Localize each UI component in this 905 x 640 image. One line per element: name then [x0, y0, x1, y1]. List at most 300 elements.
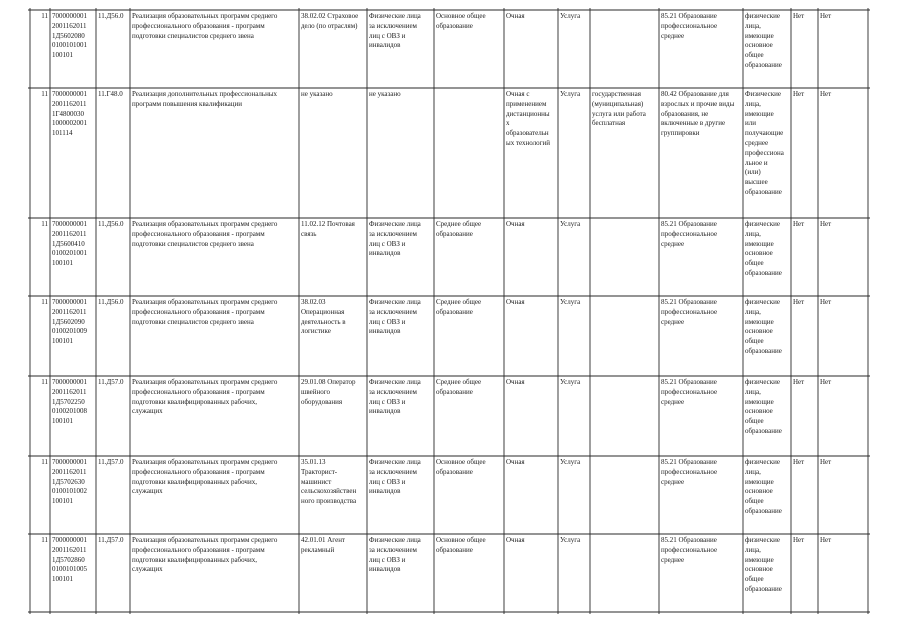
study-form-line: Очная	[506, 12, 525, 20]
register-number-line: 7000000001	[52, 220, 87, 228]
row-number-text: 11	[41, 536, 48, 544]
consumers-line: лиц с ОВЗ и	[369, 317, 406, 326]
recipients-line: имеющие	[745, 317, 774, 326]
study-form-line: применением	[506, 99, 547, 108]
okved-line: профессиональное	[661, 545, 718, 554]
specialty-cell	[301, 378, 365, 454]
okved-line: среднее	[661, 239, 685, 248]
register-number-line: 0100201009	[52, 327, 87, 336]
service-name-line: Реализация образовательных программ среднего	[132, 378, 278, 386]
study-form-cell	[506, 458, 556, 532]
flag-b-text: Нет	[820, 220, 832, 228]
flag-b-cell	[820, 378, 866, 454]
recipients-line: образование	[745, 60, 782, 69]
recipients-line: лица,	[745, 229, 761, 238]
register-number-cell	[52, 536, 94, 610]
recipients-line: профессиона	[745, 148, 784, 157]
service-name-cell	[132, 458, 297, 532]
okved-line: 85.21 Образование	[661, 458, 717, 466]
recipients-line: физические	[745, 12, 780, 20]
okved-line: группировки	[661, 129, 700, 138]
payment-line: государственная	[592, 90, 641, 98]
study-form-line: Очная	[506, 536, 525, 544]
register-number-line: 101114	[52, 129, 73, 138]
study-form-line: Очная	[506, 220, 525, 228]
consumers-line: за исключением	[369, 387, 417, 396]
specialty-cell	[301, 536, 365, 610]
flag-b-text: Нет	[820, 12, 832, 20]
education-level-line: образование	[436, 467, 473, 476]
type-text: Услуга	[560, 536, 581, 544]
recipients-line: общее	[745, 417, 764, 426]
service-code-text: 11.Д57.0	[98, 458, 124, 466]
education-level-cell	[436, 378, 502, 454]
consumers-line: за исключением	[369, 467, 417, 476]
type-text: Услуга	[560, 458, 581, 466]
service-code-cell	[98, 298, 128, 374]
register-number-line: 1000002001	[52, 119, 87, 128]
row-number-text: 11	[41, 12, 48, 20]
recipients-line: образование	[745, 584, 782, 593]
flag-b-text: Нет	[820, 90, 832, 98]
service-name-line: профессионального образования - программ	[132, 307, 265, 316]
education-level-cell	[436, 90, 502, 216]
flag-a-cell	[793, 536, 816, 610]
education-level-line: образование	[436, 229, 473, 238]
recipients-line: Физические	[745, 90, 781, 98]
education-level-line: образование	[436, 21, 473, 30]
service-code-cell	[98, 90, 128, 216]
register-number-line: 7000000001	[52, 536, 87, 544]
education-level-cell	[436, 298, 502, 374]
service-name-cell	[132, 536, 297, 610]
recipients-line: высшее	[745, 178, 768, 187]
register-number-line: 1Г4800030	[52, 109, 85, 118]
recipients-line: лица,	[745, 545, 761, 554]
consumers-cell	[369, 458, 432, 532]
recipients-line: имеющие	[745, 31, 774, 40]
service-code-cell	[98, 12, 128, 86]
okved-line: 85.21 Образование	[661, 298, 717, 306]
consumers-line: инвалидов	[369, 487, 401, 496]
recipients-line: физические	[745, 298, 780, 306]
study-form-cell	[506, 298, 556, 374]
flag-b-text: Нет	[820, 458, 832, 466]
recipients-line: основное	[745, 327, 773, 336]
education-level-cell	[436, 12, 502, 86]
okved-line: среднее	[661, 317, 685, 326]
payment-cell	[592, 378, 657, 454]
consumers-line: лиц с ОВЗ и	[369, 31, 406, 40]
payment-cell	[592, 536, 657, 610]
service-name-cell	[132, 220, 297, 294]
education-level-line: Среднее общее	[436, 220, 482, 228]
service-name-cell	[132, 378, 297, 454]
specialty-line: 35.01.13	[301, 458, 326, 466]
okved-cell	[661, 220, 741, 294]
specialty-line: Операционная	[301, 307, 345, 316]
register-number-line: 2001162011	[52, 307, 87, 316]
service-name-cell	[132, 90, 297, 216]
row-number-cell	[32, 536, 48, 610]
service-code-cell	[98, 458, 128, 532]
study-form-cell	[506, 220, 556, 294]
register-number-line: 2001162011	[52, 21, 87, 30]
register-number-line: 100101	[52, 497, 73, 506]
recipients-line: основное	[745, 565, 773, 574]
payment-line: бесплатная	[592, 119, 626, 128]
study-form-line: ых технологий	[506, 138, 551, 147]
education-level-line: Среднее общее	[436, 378, 482, 386]
education-level-line: Основное общее	[436, 536, 486, 544]
okved-line: 85.21 Образование	[661, 220, 717, 228]
service-name-line: профессионального образования - программ	[132, 545, 265, 554]
service-name-line: Реализация образовательных программ среднего	[132, 458, 278, 466]
service-name-line: подготовки квалифицированных рабочих,	[132, 555, 257, 564]
register-number-line: 1Д5702250	[52, 397, 85, 406]
service-name-line: подготовки квалифицированных рабочих,	[132, 397, 257, 406]
row-number-cell	[32, 12, 48, 86]
specialty-line: логистике	[301, 327, 331, 336]
type-cell	[560, 12, 588, 86]
okved-line: профессиональное	[661, 307, 718, 316]
row-number-text: 11	[41, 458, 48, 466]
recipients-line: основное	[745, 249, 773, 258]
type-cell	[560, 298, 588, 374]
specialty-line: ного производства	[301, 497, 357, 506]
okved-line: профессиональное	[661, 229, 718, 238]
register-number-line: 0100101005	[52, 565, 87, 574]
register-number-line: 100101	[52, 51, 73, 60]
study-form-line: дистанционны	[506, 109, 550, 118]
study-form-line: образовательн	[506, 129, 549, 138]
specialty-cell	[301, 90, 365, 216]
specialty-cell	[301, 298, 365, 374]
recipients-line: образование	[745, 268, 782, 277]
flag-a-cell	[793, 298, 816, 374]
education-level-line: образование	[436, 387, 473, 396]
okved-line: 85.21 Образование	[661, 536, 717, 544]
recipients-line: лица,	[745, 21, 761, 30]
okved-line: образования, не	[661, 109, 709, 118]
recipients-line: общее	[745, 259, 764, 268]
okved-line: среднее	[661, 31, 685, 40]
register-number-line: 1Д5702630	[52, 477, 85, 486]
register-number-cell	[52, 12, 94, 86]
consumers-line: Физические лица	[369, 458, 421, 466]
recipients-line: (или)	[745, 168, 761, 177]
okved-line: взрослых и прочие виды	[661, 99, 735, 108]
study-form-cell	[506, 12, 556, 86]
service-code-cell	[98, 536, 128, 610]
recipients-line: имеющие	[745, 477, 774, 486]
flag-b-cell	[820, 458, 866, 532]
okved-cell	[661, 536, 741, 610]
service-name-line: служащих	[132, 565, 163, 574]
consumers-line: Физические лица	[369, 298, 421, 306]
row-number-text: 11	[41, 220, 48, 228]
study-form-cell	[506, 536, 556, 610]
register-number-line: 100101	[52, 575, 73, 584]
okved-line: 80.42 Образование для	[661, 90, 729, 98]
service-code-cell	[98, 220, 128, 294]
recipients-line: лица,	[745, 467, 761, 476]
flag-a-cell	[793, 458, 816, 532]
okved-line: 85.21 Образование	[661, 12, 717, 20]
education-level-line: Основное общее	[436, 12, 486, 20]
recipients-line: или	[745, 119, 756, 128]
row-number-cell	[32, 298, 48, 374]
consumers-line: инвалидов	[369, 327, 401, 336]
specialty-line: машинист	[301, 477, 332, 486]
consumers-line: за исключением	[369, 307, 417, 316]
recipients-line: физические	[745, 458, 780, 466]
consumers-cell	[369, 536, 432, 610]
recipients-line: имеющие	[745, 397, 774, 406]
flag-a-text: Нет	[793, 536, 805, 544]
register-number-line: 7000000001	[52, 378, 87, 386]
specialty-cell	[301, 220, 365, 294]
recipients-cell	[745, 298, 789, 374]
flag-b-cell	[820, 536, 866, 610]
flag-a-text: Нет	[793, 458, 805, 466]
okved-cell	[661, 298, 741, 374]
study-form-line: Очная с	[506, 90, 530, 98]
recipients-line: физические	[745, 378, 780, 386]
specialty-line: сельскохозяйствен	[301, 487, 357, 496]
register-number-line: 100101	[52, 337, 73, 346]
okved-cell	[661, 378, 741, 454]
study-form-cell	[506, 90, 556, 216]
consumers-line: Физические лица	[369, 12, 421, 20]
flag-b-text: Нет	[820, 378, 832, 386]
education-level-cell	[436, 536, 502, 610]
recipients-line: льное и	[745, 158, 768, 167]
register-number-line: 100101	[52, 259, 73, 268]
register-number-line: 100101	[52, 417, 73, 426]
register-number-line: 2001162011	[52, 545, 87, 554]
register-number-line: 0100201008	[52, 407, 87, 416]
consumers-line: Физические лица	[369, 536, 421, 544]
education-level-line: Основное общее	[436, 458, 486, 466]
consumers-line: за исключением	[369, 229, 417, 238]
service-name-line: программ повышения квалификации	[132, 99, 242, 108]
register-number-line: 0100101001	[52, 41, 87, 50]
payment-cell	[592, 90, 657, 216]
register-number-cell	[52, 378, 94, 454]
study-form-line: Очная	[506, 298, 525, 306]
register-number-line: 7000000001	[52, 90, 87, 98]
register-number-line: 2001162011	[52, 229, 87, 238]
service-code-text: 11.Д56.0	[98, 220, 124, 228]
study-form-line: х	[506, 119, 510, 128]
service-name-line: служащих	[132, 407, 163, 416]
recipients-cell	[745, 90, 789, 216]
consumers-cell	[369, 378, 432, 454]
okved-line: профессиональное	[661, 467, 718, 476]
flag-b-cell	[820, 90, 866, 216]
recipients-line: общее	[745, 497, 764, 506]
consumers-line: инвалидов	[369, 249, 401, 258]
education-level-cell	[436, 220, 502, 294]
okved-cell	[661, 90, 741, 216]
recipients-cell	[745, 458, 789, 532]
flag-b-cell	[820, 220, 866, 294]
register-number-cell	[52, 298, 94, 374]
register-number-line: 2001162011	[52, 387, 87, 396]
register-number-line: 7000000001	[52, 12, 87, 20]
row-number-text: 11	[41, 378, 48, 386]
register-number-line: 0100101002	[52, 487, 87, 496]
service-name-line: профессионального образования - программ	[132, 387, 265, 396]
row-number-cell	[32, 90, 48, 216]
specialty-line: Тракторист-	[301, 467, 338, 476]
recipients-line: физические	[745, 220, 780, 228]
row-number-cell	[32, 220, 48, 294]
service-name-line: профессионального образования - программ	[132, 21, 265, 30]
service-code-text: 11.Д57.0	[98, 378, 124, 386]
study-form-line: Очная	[506, 458, 525, 466]
service-name-line: Реализация образовательных программ среднего	[132, 298, 278, 306]
consumers-line: инвалидов	[369, 565, 401, 574]
education-level-line: образование	[436, 545, 473, 554]
recipients-line: основное	[745, 487, 773, 496]
recipients-line: лица,	[745, 307, 761, 316]
specialty-line: дело (по отраслям)	[301, 21, 358, 30]
recipients-line: образование	[745, 187, 782, 196]
register-number-cell	[52, 220, 94, 294]
consumers-line: лиц с ОВЗ и	[369, 239, 406, 248]
flag-a-cell	[793, 378, 816, 454]
okved-line: профессиональное	[661, 21, 718, 30]
service-name-line: профессионального образования - программ	[132, 467, 265, 476]
row-number-cell	[32, 458, 48, 532]
service-name-cell	[132, 12, 297, 86]
payment-cell	[592, 458, 657, 532]
service-name-line: подготовки специалистов среднего звена	[132, 31, 254, 40]
flag-b-cell	[820, 12, 866, 86]
education-level-cell	[436, 458, 502, 532]
consumers-line: лиц с ОВЗ и	[369, 477, 406, 486]
flag-a-cell	[793, 220, 816, 294]
specialty-line: не указано	[301, 90, 333, 98]
flag-b-text: Нет	[820, 298, 832, 306]
specialty-line: оборудования	[301, 397, 343, 406]
consumers-line: не указано	[369, 90, 401, 98]
consumers-cell	[369, 90, 432, 216]
type-text: Услуга	[560, 12, 581, 20]
recipients-line: основное	[745, 41, 773, 50]
recipients-line: лица,	[745, 387, 761, 396]
type-cell	[560, 220, 588, 294]
recipients-line: имеющие	[745, 555, 774, 564]
okved-line: среднее	[661, 555, 685, 564]
consumers-line: Физические лица	[369, 378, 421, 386]
consumers-line: Физические лица	[369, 220, 421, 228]
type-cell	[560, 90, 588, 216]
service-name-line: Реализация дополнительных профессиональных	[132, 90, 278, 98]
row-number-text: 11	[41, 90, 48, 98]
specialty-line: связь	[301, 229, 317, 238]
service-name-cell	[132, 298, 297, 374]
flag-a-text: Нет	[793, 12, 805, 20]
okved-cell	[661, 12, 741, 86]
register-number-line: 1Д5702860	[52, 555, 85, 564]
register-number-line: 7000000001	[52, 458, 87, 466]
education-level-line: Среднее общее	[436, 298, 482, 306]
recipients-line: имеющие	[745, 239, 774, 248]
specialty-line: 38.02.03	[301, 298, 326, 306]
flag-b-cell	[820, 298, 866, 374]
flag-a-cell	[793, 12, 816, 86]
service-code-text: 11.Д56.0	[98, 12, 124, 20]
study-form-line: Очная	[506, 378, 525, 386]
okved-line: включенные в другие	[661, 119, 726, 128]
type-cell	[560, 536, 588, 610]
payment-line: услуга или работа	[592, 109, 646, 118]
register-number-line: 1Д5600410	[52, 239, 85, 248]
payment-line: (муниципальная)	[592, 99, 644, 108]
recipients-cell	[745, 12, 789, 86]
consumers-cell	[369, 12, 432, 86]
type-text: Услуга	[560, 220, 581, 228]
specialty-line: 38.02.02 Страховое	[301, 12, 359, 20]
recipients-line: получающие	[745, 129, 784, 138]
payment-cell	[592, 12, 657, 86]
service-code-text: 11.Д57.0	[98, 536, 124, 544]
type-text: Услуга	[560, 298, 581, 306]
type-text: Услуга	[560, 378, 581, 386]
recipients-line: среднее	[745, 138, 769, 147]
service-name-line: Реализация образовательных программ среднего	[132, 536, 278, 544]
service-code-text: 11.Д56.0	[98, 298, 124, 306]
recipients-line: физические	[745, 536, 780, 544]
consumers-line: за исключением	[369, 545, 417, 554]
recipients-line: имеющие	[745, 109, 774, 118]
flag-a-cell	[793, 90, 816, 216]
service-name-line: профессионального образования - программ	[132, 229, 265, 238]
specialty-line: деятельность в	[301, 317, 346, 326]
okved-line: среднее	[661, 397, 685, 406]
service-name-line: Реализация образовательных программ среднего	[132, 12, 278, 20]
okved-cell	[661, 458, 741, 532]
service-name-line: подготовки квалифицированных рабочих,	[132, 477, 257, 486]
service-name-line: подготовки специалистов среднего звена	[132, 239, 254, 248]
flag-a-text: Нет	[793, 220, 805, 228]
recipients-line: образование	[745, 506, 782, 515]
specialty-line: 29.01.08 Оператор	[301, 378, 356, 386]
specialty-line: рекламный	[301, 545, 335, 554]
recipients-line: лица,	[745, 99, 761, 108]
register-number-line: 1Д5602090	[52, 317, 85, 326]
specialty-cell	[301, 12, 365, 86]
recipients-cell	[745, 536, 789, 610]
consumers-line: лиц с ОВЗ и	[369, 555, 406, 564]
service-name-line: Реализация образовательных программ среднего	[132, 220, 278, 228]
register-number-line: 0100201001	[52, 249, 87, 258]
specialty-line: 42.01.01 Агент	[301, 536, 345, 544]
payment-cell	[592, 220, 657, 294]
service-code-cell	[98, 378, 128, 454]
service-name-line: служащих	[132, 487, 163, 496]
recipients-line: общее	[745, 51, 764, 60]
education-level-line: образование	[436, 307, 473, 316]
row-number-cell	[32, 378, 48, 454]
flag-b-text: Нет	[820, 536, 832, 544]
register-number-cell	[52, 90, 94, 216]
type-text: Услуга	[560, 90, 581, 98]
flag-a-text: Нет	[793, 298, 805, 306]
